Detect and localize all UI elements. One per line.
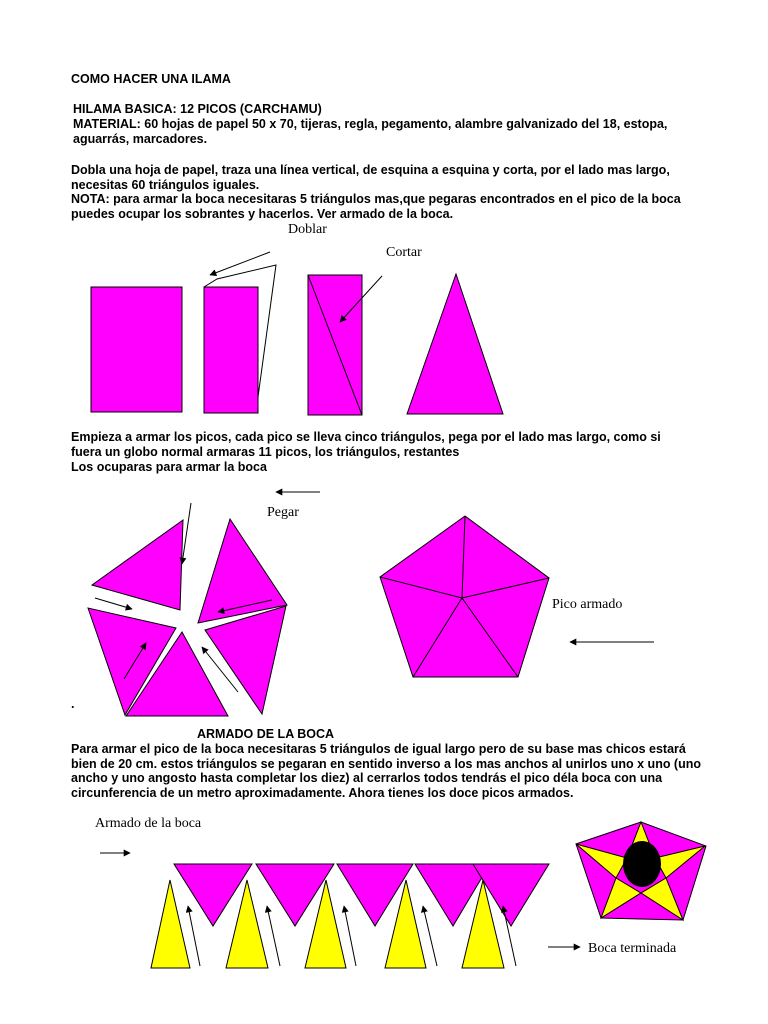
step2-paragraph: Empieza a armar los picos, cada pico se lleva cinco triángulos, pega por el lado mas largo, como si fuera un globo normal armaras 11 picos, los triángulos, restantes xyxy=(71,430,661,459)
note-paragraph: NOTA: para armar la boca necesitaras 5 triángulos mas,que pegaras encontrados en el pico de la boca puedes ocupar los sobrantes y hacerlos. Ver armado de la boca. xyxy=(71,192,681,221)
finished-mouth-diagram xyxy=(576,822,706,920)
glue-arrow-icon xyxy=(95,598,132,609)
label-boca-terminada: Boca terminada xyxy=(588,941,677,956)
stray-dot: . xyxy=(71,697,75,711)
label-doblar: Doblar xyxy=(288,222,327,237)
folded-sheet-diagram xyxy=(204,252,276,413)
fold-arrow-icon xyxy=(210,252,270,275)
assembly-arrow-icon xyxy=(267,906,280,966)
label-cortar: Cortar xyxy=(386,245,422,260)
mouth-assembly-strip xyxy=(100,853,580,968)
assembly-arrow-icon xyxy=(188,906,200,966)
assembled-pentagon-diagram xyxy=(380,516,654,677)
label-armado-boca: Armado de la boca xyxy=(95,816,202,831)
label-pegar: Pegar xyxy=(267,505,299,520)
triangle-piece xyxy=(407,274,503,414)
assembly-arrow-icon xyxy=(423,906,437,966)
step3-paragraph: Para armar el pico de la boca necesitaras 5 triángulos de igual largo pero de su base mas chicos estará bien de 20 cm. estos triángulos se pegaran en sentido inverso a los mas anchos al unirlos uno x uno (uno ancho y uno angosto hasta completar los diez) al cerrarlos todos tendrás el pico déla boca con una circunferencia de un metro aproximadamente. Ahora tienes los doce picos armados. xyxy=(71,742,702,800)
step1-paragraph: Dobla una hoja de papel, traza una línea vertical, de esquina a esquina y corta, por el lado mas largo, necesitas 60 triángulos iguales. xyxy=(71,163,670,192)
mouth-hole xyxy=(623,841,661,887)
glue-arrow-icon xyxy=(182,503,191,564)
paper-sheet-diagram xyxy=(91,287,182,412)
section-heading: ARMADO DE LA BOCA xyxy=(197,727,335,741)
step2-followup: Los ocuparas para armar la boca xyxy=(71,460,267,474)
document-title: COMO HACER UNA ILAMA xyxy=(71,72,231,86)
cut-sheet-diagram xyxy=(308,275,382,415)
label-pico-armado: Pico armado xyxy=(552,597,623,612)
exploded-triangles-diagram xyxy=(88,492,320,716)
materials-paragraph: MATERIAL: 60 hojas de papel 50 x 70, tijeras, regla, pegamento, alambre galvanizado del 18, estopa, aguarrás, marcadores. xyxy=(73,117,668,146)
document-subtitle: HILAMA BASICA: 12 PICOS (CARCHAMU) xyxy=(73,102,322,116)
assembly-arrow-icon xyxy=(344,906,356,966)
